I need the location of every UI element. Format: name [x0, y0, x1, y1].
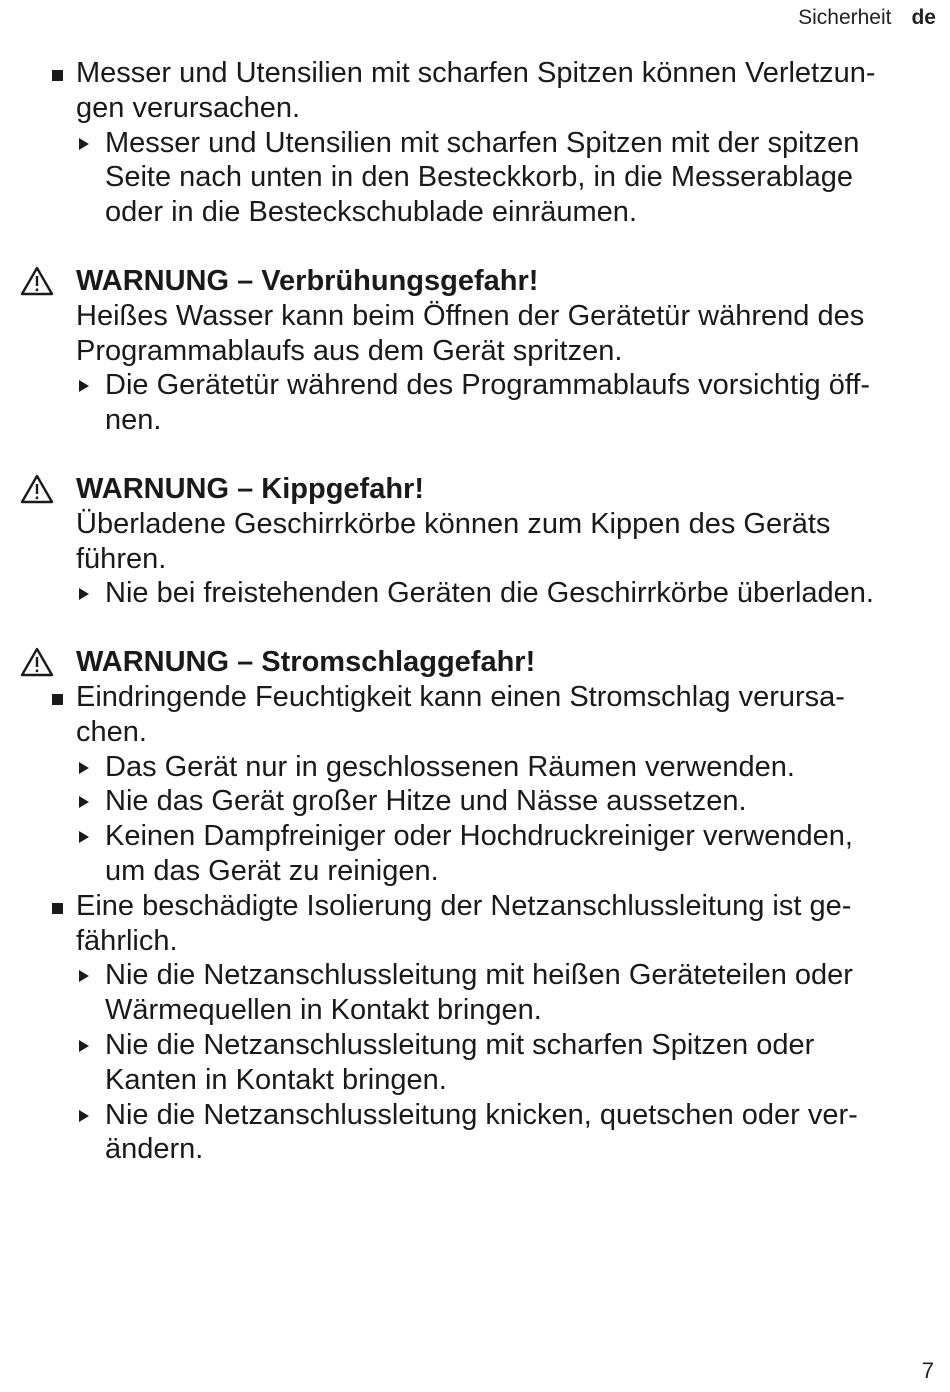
action-line: Nie bei freistehenden Geräten die Geschirrkörbe überladen.	[105, 577, 874, 610]
page-number: 7	[921, 1358, 934, 1383]
action-line: Seite nach unten in den Besteckkorb, in die Messerablage	[105, 161, 854, 194]
action-item	[20, 750, 940, 785]
text-line: Programmablaufs aus dem Gerät spritzen.	[76, 334, 623, 367]
page-header	[798, 6, 936, 30]
bullet-line: Messer und Utensilien mit scharfen Spitzen können Verletzun-	[76, 57, 876, 89]
action-line: um das Gerät zu reinigen.	[105, 854, 439, 887]
square-bullet-icon	[52, 694, 63, 705]
action-line: Keinen Dampfreiniger oder Hochdruckreiniger verwenden,	[105, 820, 853, 853]
action-line: Nie die Netzanschlussleitung mit heißen Geräteteilen oder	[105, 959, 853, 992]
warning-triangle-icon	[20, 266, 54, 296]
action-line: oder in die Besteckschublade einräumen.	[105, 196, 637, 229]
warning-title: WARNUNG – Verbrühungsgefahr!	[76, 264, 539, 297]
warning-title: WARNUNG – Stromschlaggefahr!	[76, 646, 536, 679]
action-line: Nie die Netzanschlussleitung knicken, quetschen oder ver-	[105, 1098, 858, 1131]
bullet-line: gen verursachen.	[76, 91, 301, 124]
bullet-item	[20, 680, 940, 750]
action-item	[20, 576, 940, 611]
bullet-line: Eindringende Feuchtigkeit kann einen Stromschlag verursa-	[76, 680, 845, 713]
action-line: Nie die Netzanschlussleitung mit scharfen Spitzen oder	[105, 1028, 815, 1061]
action-line: Wärmequellen in Kontakt bringen.	[105, 994, 542, 1027]
bullet-line: fährlich.	[76, 924, 178, 957]
bullet-item	[20, 56, 940, 126]
action-line: Kanten in Kontakt bringen.	[105, 1063, 447, 1096]
triangle-arrow-icon	[79, 762, 89, 774]
action-line: nen.	[105, 404, 162, 437]
action-line: Messer und Utensilien mit scharfen Spitzen mit der spitzen	[105, 126, 860, 159]
action-line: ändern.	[105, 1133, 204, 1166]
warning-title: WARNUNG – Kippgefahr!	[76, 472, 424, 505]
language-code: de	[911, 6, 936, 29]
warning-heading	[20, 264, 940, 299]
action-item	[20, 958, 940, 1028]
text-line: führen.	[76, 542, 167, 575]
action-item	[20, 1098, 940, 1168]
action-line: Die Gerätetür während des Programmablaufs vorsichtig öff-	[105, 369, 871, 402]
action-item	[20, 126, 940, 230]
action-line: Nie das Gerät großer Hitze und Nässe aussetzen.	[105, 785, 747, 818]
action-item	[20, 368, 940, 438]
bullet-item	[20, 889, 940, 959]
warning-triangle-icon	[20, 647, 54, 677]
action-item	[20, 819, 940, 889]
warning-triangle-icon	[20, 474, 54, 504]
triangle-arrow-icon	[79, 970, 89, 982]
action-item	[20, 1028, 940, 1098]
text-line: Überladene Geschirrkörbe können zum Kippen des Geräts	[76, 507, 831, 540]
warning-text	[20, 299, 940, 369]
action-item	[20, 784, 940, 819]
triangle-arrow-icon	[79, 1110, 89, 1122]
warning-text	[20, 507, 940, 577]
section-name: Sicherheit	[798, 6, 892, 29]
square-bullet-icon	[52, 903, 63, 914]
triangle-arrow-icon	[79, 1040, 89, 1052]
triangle-arrow-icon	[79, 796, 89, 808]
text-line: Heißes Wasser kann beim Öffnen der Gerätetür während des	[76, 299, 865, 332]
bullet-line: Eine beschädigte Isolierung der Netzanschlussleitung ist ge-	[76, 889, 852, 922]
triangle-arrow-icon	[79, 588, 89, 600]
warning-heading	[20, 472, 940, 507]
triangle-arrow-icon	[79, 831, 89, 843]
action-line: Das Gerät nur in geschlossenen Räumen verwenden.	[105, 750, 795, 783]
triangle-arrow-icon	[79, 380, 89, 392]
warning-heading	[20, 645, 940, 680]
square-bullet-icon	[52, 70, 63, 81]
bullet-line: chen.	[76, 715, 147, 748]
triangle-arrow-icon	[79, 138, 89, 150]
safety-content	[20, 56, 940, 1167]
